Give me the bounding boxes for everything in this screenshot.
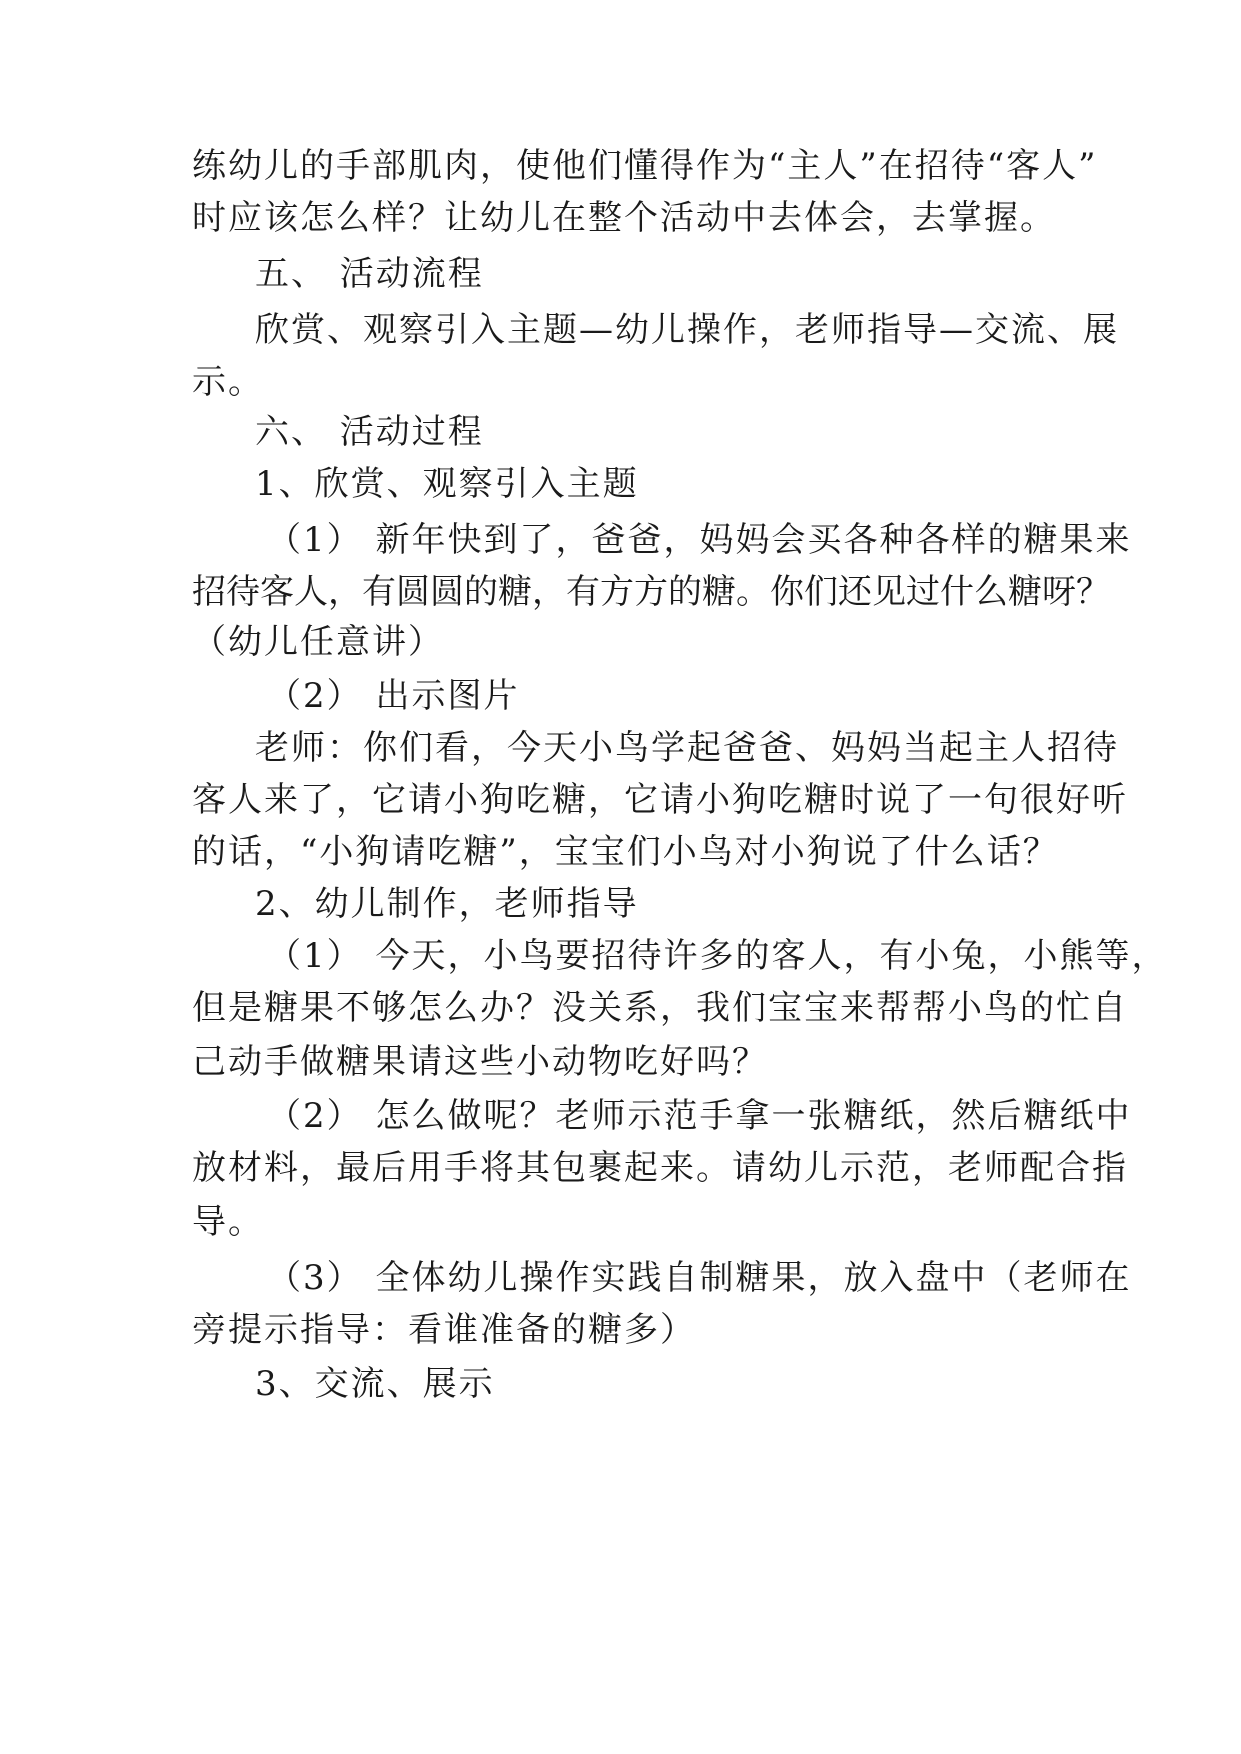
- text-line: 的话，“小狗请吃糖”，宝宝们小鸟对小狗说了什么话？: [192, 832, 1059, 872]
- text-line: （1） 今天，小鸟要招待许多的客人，有小兔，小熊等，: [267, 936, 1168, 976]
- text-line: （3） 全体幼儿操作实践自制糖果，放入盘中（老师在: [267, 1258, 1132, 1298]
- text-line: 练幼儿的手部肌肉，使他们懂得作为“主人”在招待“客人”: [192, 146, 1098, 186]
- text-line: 但是糖果不够怎么办？没关系，我们宝宝来帮帮小鸟的忙自: [192, 988, 1128, 1028]
- text-line: 示。: [192, 362, 264, 402]
- text-line: 导。: [192, 1202, 264, 1242]
- text-line: 己动手做糖果请这些小动物吃好吗？: [192, 1042, 768, 1082]
- text-line: 放材料，最后用手将其包裹起来。请幼儿示范，老师配合指: [192, 1148, 1128, 1188]
- text-line: 时应该怎么样？让幼儿在整个活动中去体会，去掌握。: [192, 198, 1056, 238]
- subsection-heading: 1、欣赏、观察引入主题: [255, 464, 639, 504]
- text-line: （幼儿任意讲）: [192, 622, 444, 662]
- text-line: 老师：你们看，今天小鸟学起爸爸、妈妈当起主人招待: [255, 728, 1119, 768]
- text-line: 招待客人，有圆圆的糖，有方方的糖。你们还见过什么糖呀？: [192, 572, 1110, 612]
- text-line: 旁提示指导：看谁准备的糖多）: [192, 1310, 696, 1350]
- text-line: 欣赏、观察引入主题—幼儿操作，老师指导—交流、展: [255, 310, 1119, 350]
- text-line: （2） 怎么做呢？老师示范手拿一张糖纸，然后糖纸中: [267, 1096, 1132, 1136]
- section-heading: 六、 活动过程: [255, 412, 484, 452]
- text-line: （2） 出示图片: [267, 676, 520, 716]
- section-heading: 五、 活动流程: [255, 254, 484, 294]
- text-line: 客人来了，它请小狗吃糖，它请小狗吃糖时说了一句很好听: [192, 780, 1128, 820]
- subsection-heading: 3、交流、展示: [255, 1364, 495, 1404]
- text-line: （1） 新年快到了，爸爸，妈妈会买各种各样的糖果来: [267, 520, 1132, 560]
- subsection-heading: 2、幼儿制作，老师指导: [255, 884, 639, 924]
